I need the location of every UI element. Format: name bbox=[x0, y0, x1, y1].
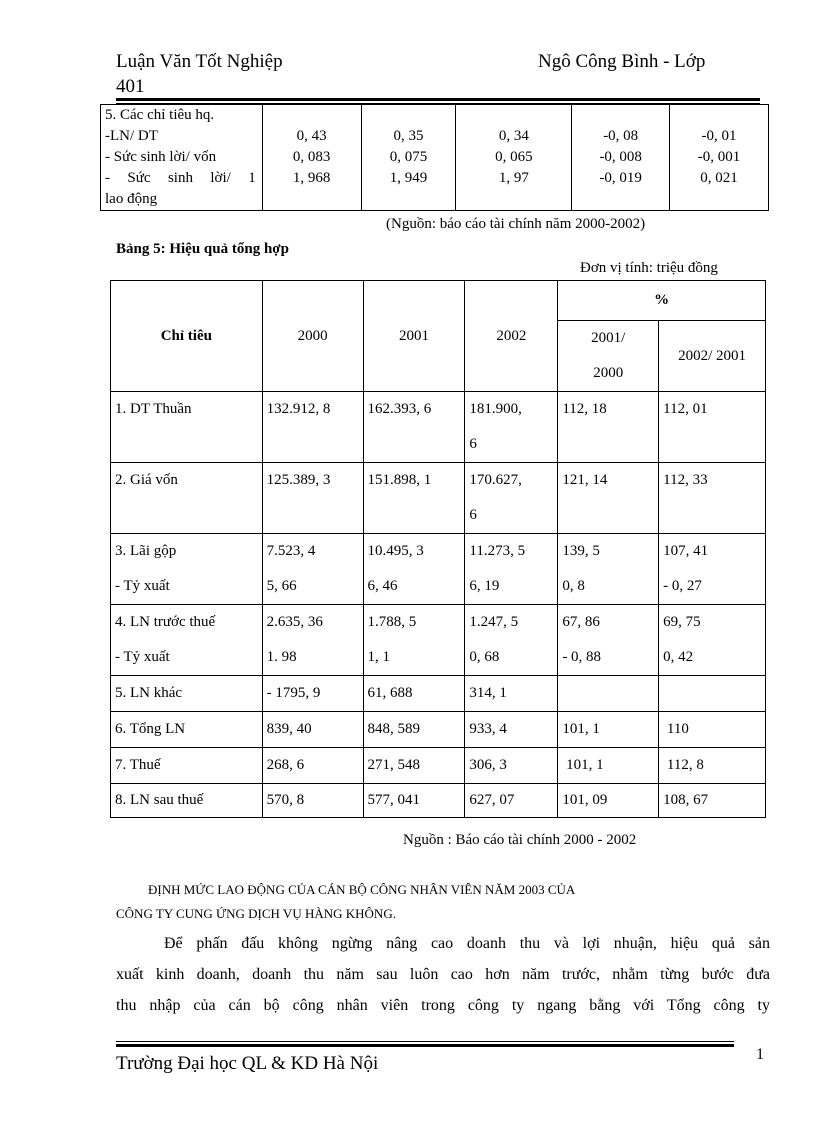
table-cell: - 1795, 9 bbox=[262, 676, 363, 712]
table-cell bbox=[659, 676, 766, 712]
table-cell: 69, 75 0, 42 bbox=[659, 605, 766, 676]
header-2001: 2001 bbox=[363, 281, 465, 392]
header-2001-2000: 2001/ 2000 bbox=[558, 321, 659, 392]
table-cell: 839, 40 bbox=[262, 712, 363, 748]
table-cell: 10.495, 3 6, 46 bbox=[363, 534, 465, 605]
table-cell: 112, 01 bbox=[659, 392, 766, 463]
table-cell: 933, 4 bbox=[465, 712, 558, 748]
table-cell: 268, 6 bbox=[262, 748, 363, 784]
table2-unit: Đơn vị tính: triệu đồng bbox=[580, 260, 718, 276]
table-cell: 7.523, 4 5, 66 bbox=[262, 534, 363, 605]
table-row bbox=[111, 748, 766, 784]
table-row bbox=[111, 784, 766, 818]
page-number: 1 bbox=[756, 1046, 764, 1063]
row-label: 5. LN khác bbox=[111, 676, 263, 712]
footer-rule-thick bbox=[116, 1044, 734, 1047]
table-cell: 112, 18 bbox=[558, 392, 659, 463]
table-row bbox=[111, 712, 766, 748]
table-cell: 0, 34 0, 065 1, 97 bbox=[456, 105, 572, 211]
table-cell: 170.627, 6 bbox=[465, 463, 558, 534]
table-cell: 570, 8 bbox=[262, 784, 363, 818]
header-criteria: Chỉ tiêu bbox=[111, 281, 263, 392]
table-row bbox=[101, 105, 769, 211]
table-cell: 577, 041 bbox=[363, 784, 465, 818]
row-label: 6. Tổng LN bbox=[111, 712, 263, 748]
row-label: 3. Lãi gộp - Tỷ xuất bbox=[111, 534, 263, 605]
table-cell: 0, 35 0, 075 1, 949 bbox=[361, 105, 456, 211]
table-cell: 101, 1 bbox=[558, 748, 659, 784]
header-right-title: Ngô Công Bình - Lớp bbox=[538, 51, 706, 72]
table-cell: -0, 08 -0, 008 -0, 019 bbox=[572, 105, 670, 211]
header-2002: 2002 bbox=[465, 281, 558, 392]
indicator-labels: 5. Các chỉ tiêu hq. -LN/ DT - Sức sinh lời/ vốn - Sức sinh lời/ 1 lao động bbox=[101, 105, 263, 211]
section-heading-line2: CÔNG TY CUNG ỨNG DỊCH VỤ HÀNG KHÔNG. bbox=[116, 906, 396, 921]
table-cell: 121, 14 bbox=[558, 463, 659, 534]
header-left-title: Luận Văn Tốt Nghiệp bbox=[116, 51, 283, 72]
row-label: 4. LN trước thuế - Tỷ xuất bbox=[111, 605, 263, 676]
table-cell: 107, 41 - 0, 27 bbox=[659, 534, 766, 605]
row-label: 8. LN sau thuế bbox=[111, 784, 263, 818]
table2-source: Nguồn : Báo cáo tài chính 2000 - 2002 bbox=[403, 832, 637, 848]
table-row bbox=[111, 676, 766, 712]
table-row bbox=[111, 392, 766, 463]
table-cell: 110 bbox=[659, 712, 766, 748]
table-cell: 101, 09 bbox=[558, 784, 659, 818]
table-cell: 162.393, 6 bbox=[363, 392, 465, 463]
table-cell: 11.273, 5 6, 19 bbox=[465, 534, 558, 605]
body-paragraph: Để phấn đấu không ngừng nâng cao doanh thu và lợi nhuận, hiệu quả sản xuất kinh doanh, doanh thu năm sau luôn cao hơn năm trước, nhằm từng bước đưa thu nhập của cán bộ công nhân viên trong công ty ngang bằng với Tổng công ty bbox=[116, 935, 770, 1014]
table-cell: 181.900, 6 bbox=[465, 392, 558, 463]
table-cell: 67, 86 - 0, 88 bbox=[558, 605, 659, 676]
table-cell: 132.912, 8 bbox=[262, 392, 363, 463]
table-cell: 108, 67 bbox=[659, 784, 766, 818]
table-row bbox=[111, 534, 766, 605]
header-class-number: 401 bbox=[116, 76, 145, 97]
table-cell: 139, 5 0, 8 bbox=[558, 534, 659, 605]
section-heading-line1: ĐỊNH MỨC LAO ĐỘNG CỦA CÁN BỘ CÔNG NHÂN VIÊN NĂM 2003 CỦA bbox=[148, 882, 576, 897]
footer-school: Trường Đại học QL & KD Hà Nội bbox=[116, 1053, 379, 1074]
row-label: 7. Thuế bbox=[111, 748, 263, 784]
table-cell: 112, 8 bbox=[659, 748, 766, 784]
row-label: 2. Giá vốn bbox=[111, 463, 263, 534]
table-cell: 627, 07 bbox=[465, 784, 558, 818]
header-rule-thick bbox=[116, 98, 760, 101]
table-row bbox=[111, 463, 766, 534]
table-cell: 125.389, 3 bbox=[262, 463, 363, 534]
footer-rule-thin bbox=[116, 1041, 734, 1042]
table-cell: 2.635, 36 1. 98 bbox=[262, 605, 363, 676]
table-cell: 1.788, 5 1, 1 bbox=[363, 605, 465, 676]
table-cell: 101, 1 bbox=[558, 712, 659, 748]
table-cell bbox=[558, 676, 659, 712]
table2-title: Bảng 5: Hiệu quả tổng hợp bbox=[116, 241, 289, 257]
table-cell: 151.898, 1 bbox=[363, 463, 465, 534]
table-cell: 1.247, 5 0, 68 bbox=[465, 605, 558, 676]
table-cell: 271, 548 bbox=[363, 748, 465, 784]
table1-source: (Nguồn: báo cáo tài chính năm 2000-2002) bbox=[386, 216, 646, 232]
row-label: 1. DT Thuần bbox=[111, 392, 263, 463]
table-cell: 0, 43 0, 083 1, 968 bbox=[262, 105, 361, 211]
table-row bbox=[111, 605, 766, 676]
table-cell: 61, 688 bbox=[363, 676, 465, 712]
table-header-row bbox=[111, 281, 766, 321]
header-2002-2001: 2002/ 2001 bbox=[659, 321, 766, 392]
table-cell: -0, 01 -0, 001 0, 021 bbox=[670, 105, 769, 211]
summary-efficiency-table bbox=[110, 280, 766, 818]
table-cell: 112, 33 bbox=[659, 463, 766, 534]
header-percent: % bbox=[558, 281, 766, 321]
efficiency-indicators-table bbox=[100, 104, 769, 211]
table-cell: 848, 589 bbox=[363, 712, 465, 748]
table-cell: 314, 1 bbox=[465, 676, 558, 712]
header-2000: 2000 bbox=[262, 281, 363, 392]
table-cell: 306, 3 bbox=[465, 748, 558, 784]
